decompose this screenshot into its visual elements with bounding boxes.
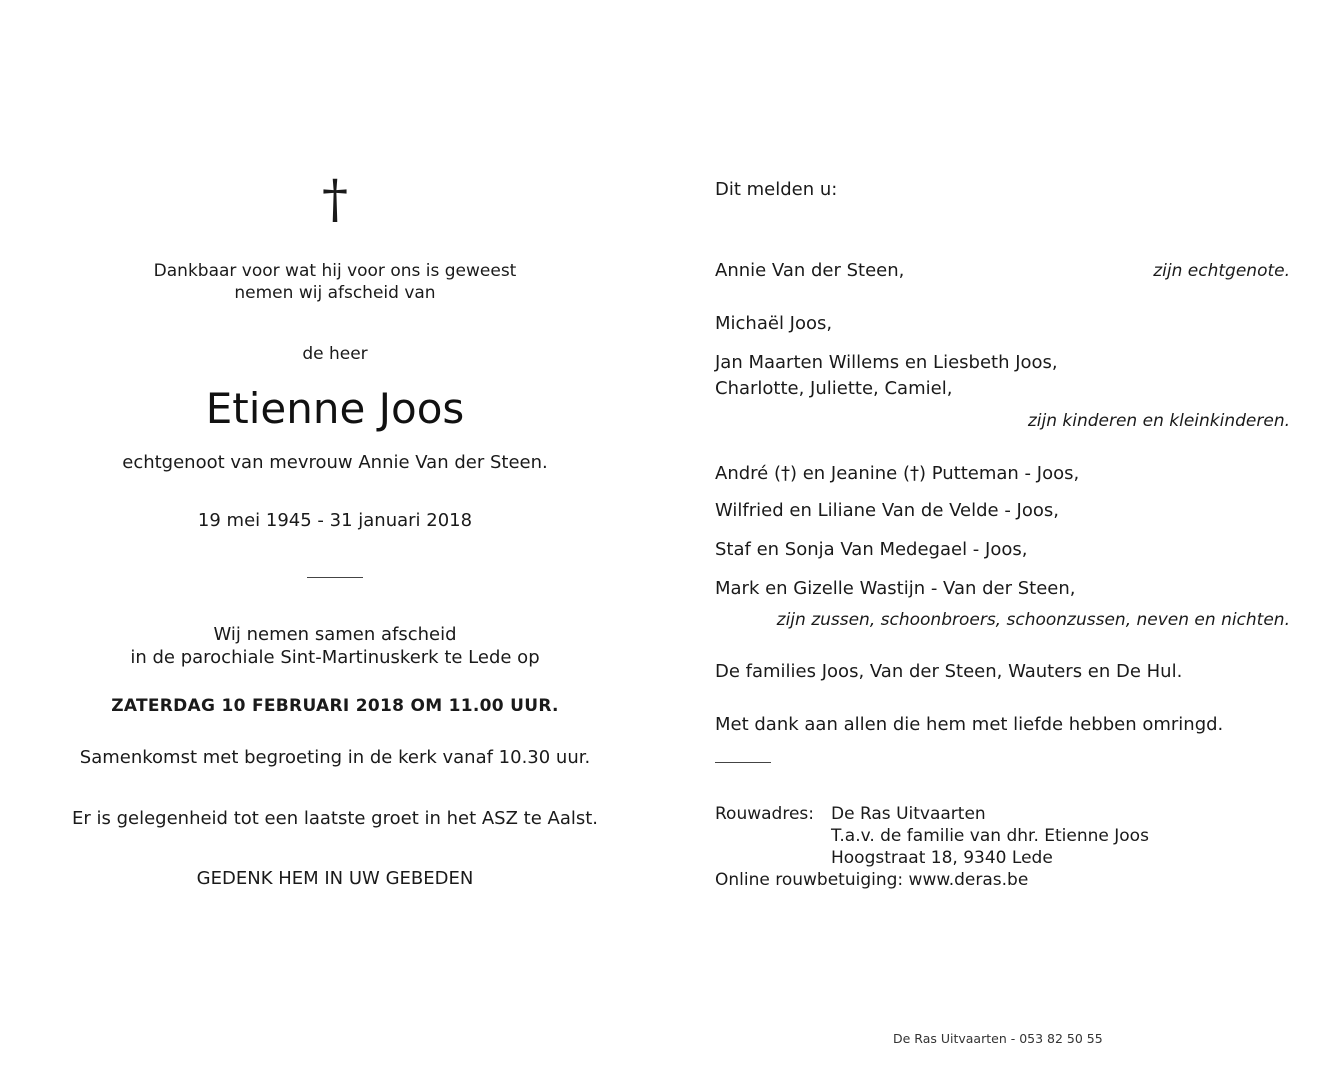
intro-line-2: nemen wij afscheid van <box>234 283 436 303</box>
divider-right <box>715 762 771 763</box>
gathering-text: Samenkomst met begroeting in de kerk vanaf 10.30 uur. <box>79 747 591 768</box>
intro-line-1: Dankbaar voor wat hij voor ons is geweest <box>153 261 517 281</box>
sibling-2: Wilfried en Liliane Van de Velde - Joos, <box>715 500 1059 521</box>
sibling-4: Mark en Gizelle Wastijn - Van der Steen, <box>715 578 1076 599</box>
announce-text: Dit melden u: <box>715 179 838 200</box>
families-text: De families Joos, Van der Steen, Wauters en De Hul. <box>715 661 1183 682</box>
honorific: de heer <box>302 344 368 364</box>
divider-left <box>307 577 363 578</box>
online-condolence: Online rouwbetuiging: www.deras.be <box>715 870 1029 890</box>
service-line-2: in de parochiale Sint-Martinuskerk te Lede op <box>130 647 540 668</box>
spouse-line: echtgenoot van mevrouw Annie Van der Steen. <box>122 452 548 473</box>
address-line-2: T.a.v. de familie van dhr. Etienne Joos <box>831 826 1149 846</box>
farewell-text: Er is gelegenheid tot een laatste groet in het ASZ te Aalst. <box>71 808 599 829</box>
child-1: Michaël Joos, <box>715 313 833 334</box>
address-label: Rouwadres: <box>715 804 814 824</box>
siblings-role: zijn zussen, schoonbroers, schoonzussen, neven en nichten. <box>776 610 1290 630</box>
intro-text <box>70 260 600 304</box>
thanks-text: Met dank aan allen die hem met liefde hebben omringd. <box>715 714 1224 735</box>
spouse-role: zijn echtgenote. <box>1153 261 1290 281</box>
cross-icon: † <box>322 170 348 230</box>
sibling-1: André (†) en Jeanine (†) Putteman - Joos, <box>715 463 1080 484</box>
deceased-name: Etienne Joos <box>205 384 465 433</box>
footer-text: De Ras Uitvaarten - 053 82 50 55 <box>893 1031 1103 1046</box>
service-datetime: ZATERDAG 10 FEBRUARI 2018 OM 11.00 UUR. <box>111 696 559 716</box>
children-role: zijn kinderen en kleinkinderen. <box>1027 411 1290 431</box>
spouse-name: Annie Van der Steen, <box>715 260 905 281</box>
life-dates: 19 mei 1945 - 31 januari 2018 <box>197 510 473 531</box>
service-line-1: Wij nemen samen afscheid <box>213 624 457 645</box>
service-text <box>70 623 600 669</box>
address-line-1: De Ras Uitvaarten <box>831 804 986 824</box>
mourning-address <box>715 803 1149 891</box>
grandchildren: Charlotte, Juliette, Camiel, <box>715 378 953 399</box>
address-line-3: Hoogstraat 18, 9340 Lede <box>831 848 1053 868</box>
child-2: Jan Maarten Willems en Liesbeth Joos, <box>715 352 1058 373</box>
sibling-3: Staf en Sonja Van Medegael - Joos, <box>715 539 1028 560</box>
remember-text: GEDENK HEM IN UW GEBEDEN <box>196 868 474 889</box>
